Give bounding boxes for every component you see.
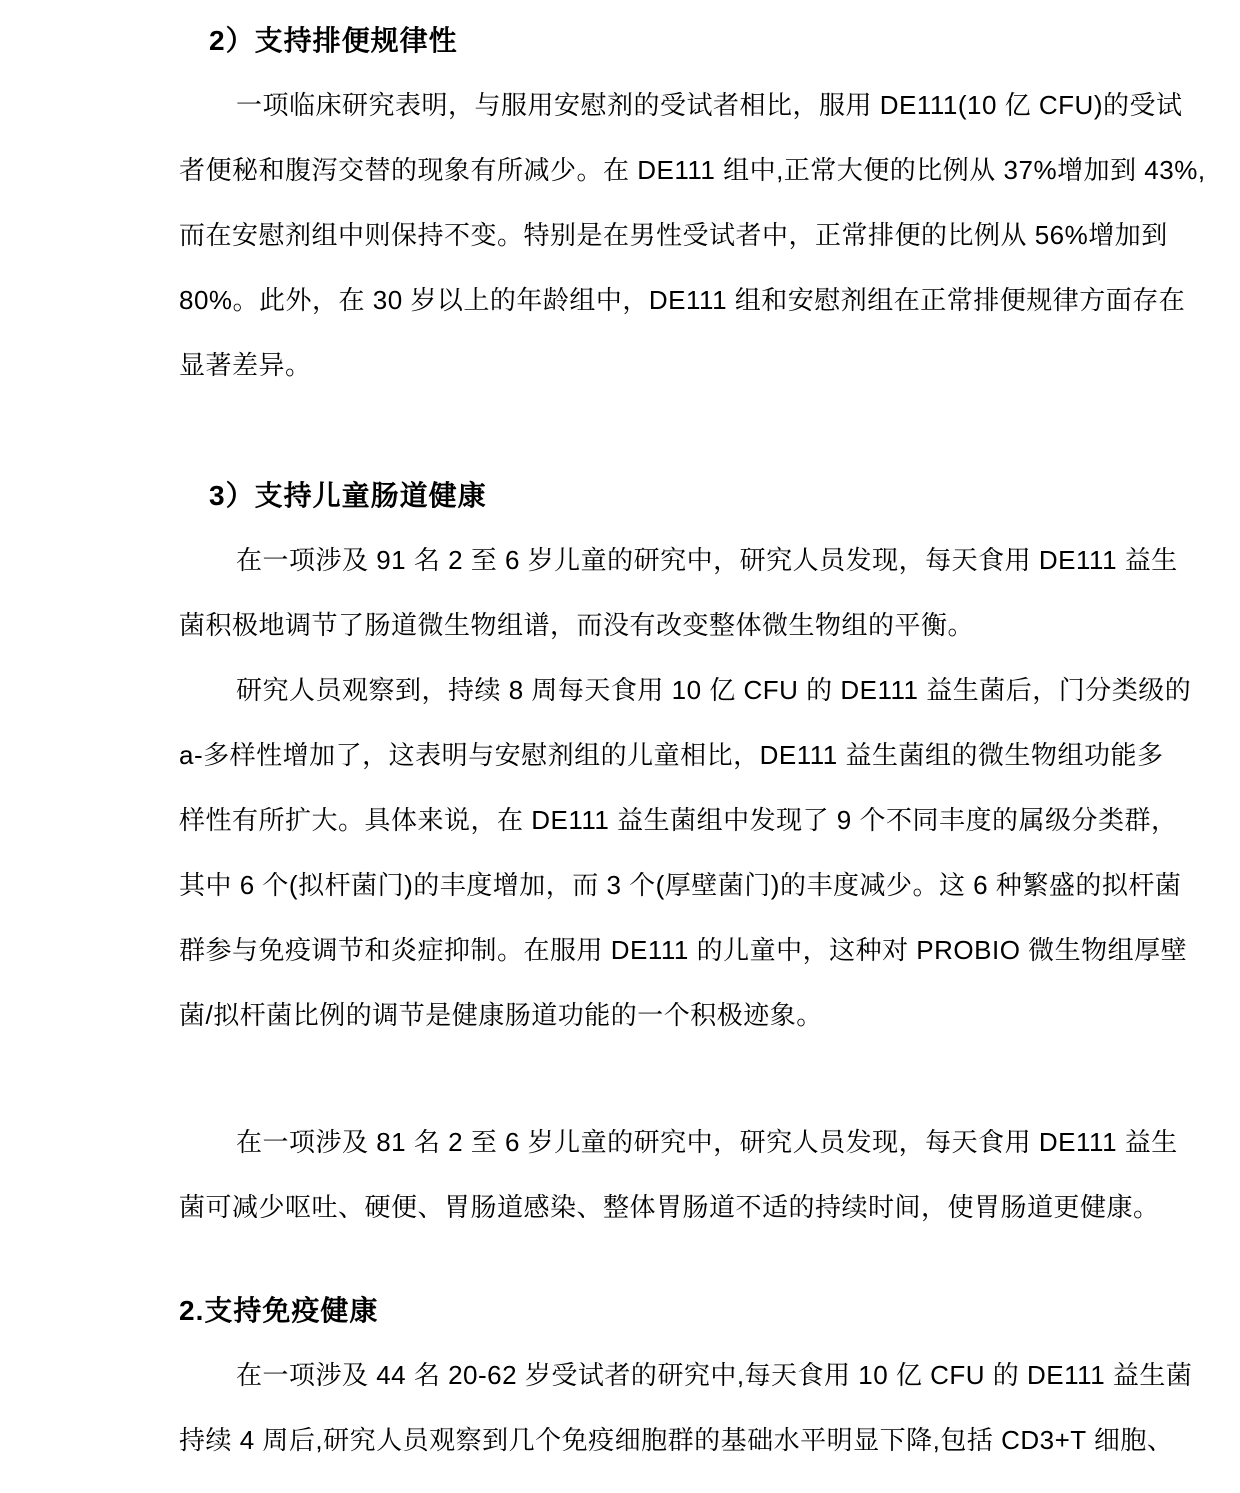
text-line: 群参与免疫调节和炎症抑制。在服用 DE111 的儿童中，这种对 PROBIO 微生物组厚壁: [179, 935, 1188, 965]
paragraph: [179, 658, 1192, 1048]
text-line: 一项临床研究表明，与服用安慰剂的受试者相比，服用 DE111(10 亿 CFU)的受试: [236, 90, 1183, 120]
text-line: 在一项涉及 44 名 20-62 岁受试者的研究中,每天食用 10 亿 CFU 的 DE111 益生菌: [236, 1360, 1193, 1390]
text-line: a-多样性增加了，这表明与安慰剂组的儿童相比，DE111 益生菌组的微生物组功能多: [179, 740, 1164, 770]
paragraph: [179, 73, 1206, 398]
text-line: 者便秘和腹泻交替的现象有所减少。在 DE111 组中,正常大便的比例从 37%增加到 43%,: [179, 155, 1206, 185]
text-line: 在一项涉及 81 名 2 至 6 岁儿童的研究中，研究人员发现，每天食用 DE111 益生: [236, 1127, 1178, 1157]
section-bowel-regularity: [179, 8, 1206, 398]
text-line: 菌/拟杆菌比例的调节是健康肠道功能的一个积极迹象。: [179, 1000, 823, 1030]
text-line: 而在安慰剂组中则保持不变。特别是在男性受试者中，正常排便的比例从 56%增加到: [179, 220, 1168, 250]
section-heading: 2.支持免疫健康: [179, 1295, 379, 1326]
text-line: 其中 6 个(拟杆菌门)的丰度增加，而 3 个(厚壁菌门)的丰度减少。这 6 种繁盛的拟杆菌: [179, 870, 1182, 900]
section-heading: 2）支持排便规律性: [209, 25, 458, 56]
paragraph: [179, 528, 1178, 658]
text-line: 样性有所扩大。具体来说，在 DE111 益生菌组中发现了 9 个不同丰度的属级分类群，: [179, 805, 1178, 835]
text-line: 研究人员观察到，持续 8 周每天食用 10 亿 CFU 的 DE111 益生菌后，门分类级的: [236, 675, 1192, 705]
text-line: 80%。此外，在 30 岁以上的年龄组中，DE111 组和安慰剂组在正常排便规律方面存在: [179, 285, 1186, 315]
section-heading: 3）支持儿童肠道健康: [209, 480, 487, 511]
text-line: 菌可减少呕吐、硬便、胃肠道感染、整体胃肠道不适的持续时间，使胃肠道更健康。: [179, 1192, 1160, 1222]
text-line: 菌积极地调节了肠道微生物组谱，而没有改变整体微生物组的平衡。: [179, 610, 975, 640]
text-line: 在一项涉及 91 名 2 至 6 岁儿童的研究中，研究人员发现，每天食用 DE111 益生: [236, 545, 1178, 575]
paragraph: [179, 1343, 1193, 1473]
text-line: 持续 4 周后,研究人员观察到几个免疫细胞群的基础水平明显下降,包括 CD3+T 细胞、: [179, 1425, 1174, 1455]
paragraph: [179, 1110, 1178, 1240]
section-child-gut-health: [179, 463, 1192, 1240]
text-line: 显著差异。: [179, 350, 312, 380]
section-immune-health: [179, 1278, 1193, 1473]
